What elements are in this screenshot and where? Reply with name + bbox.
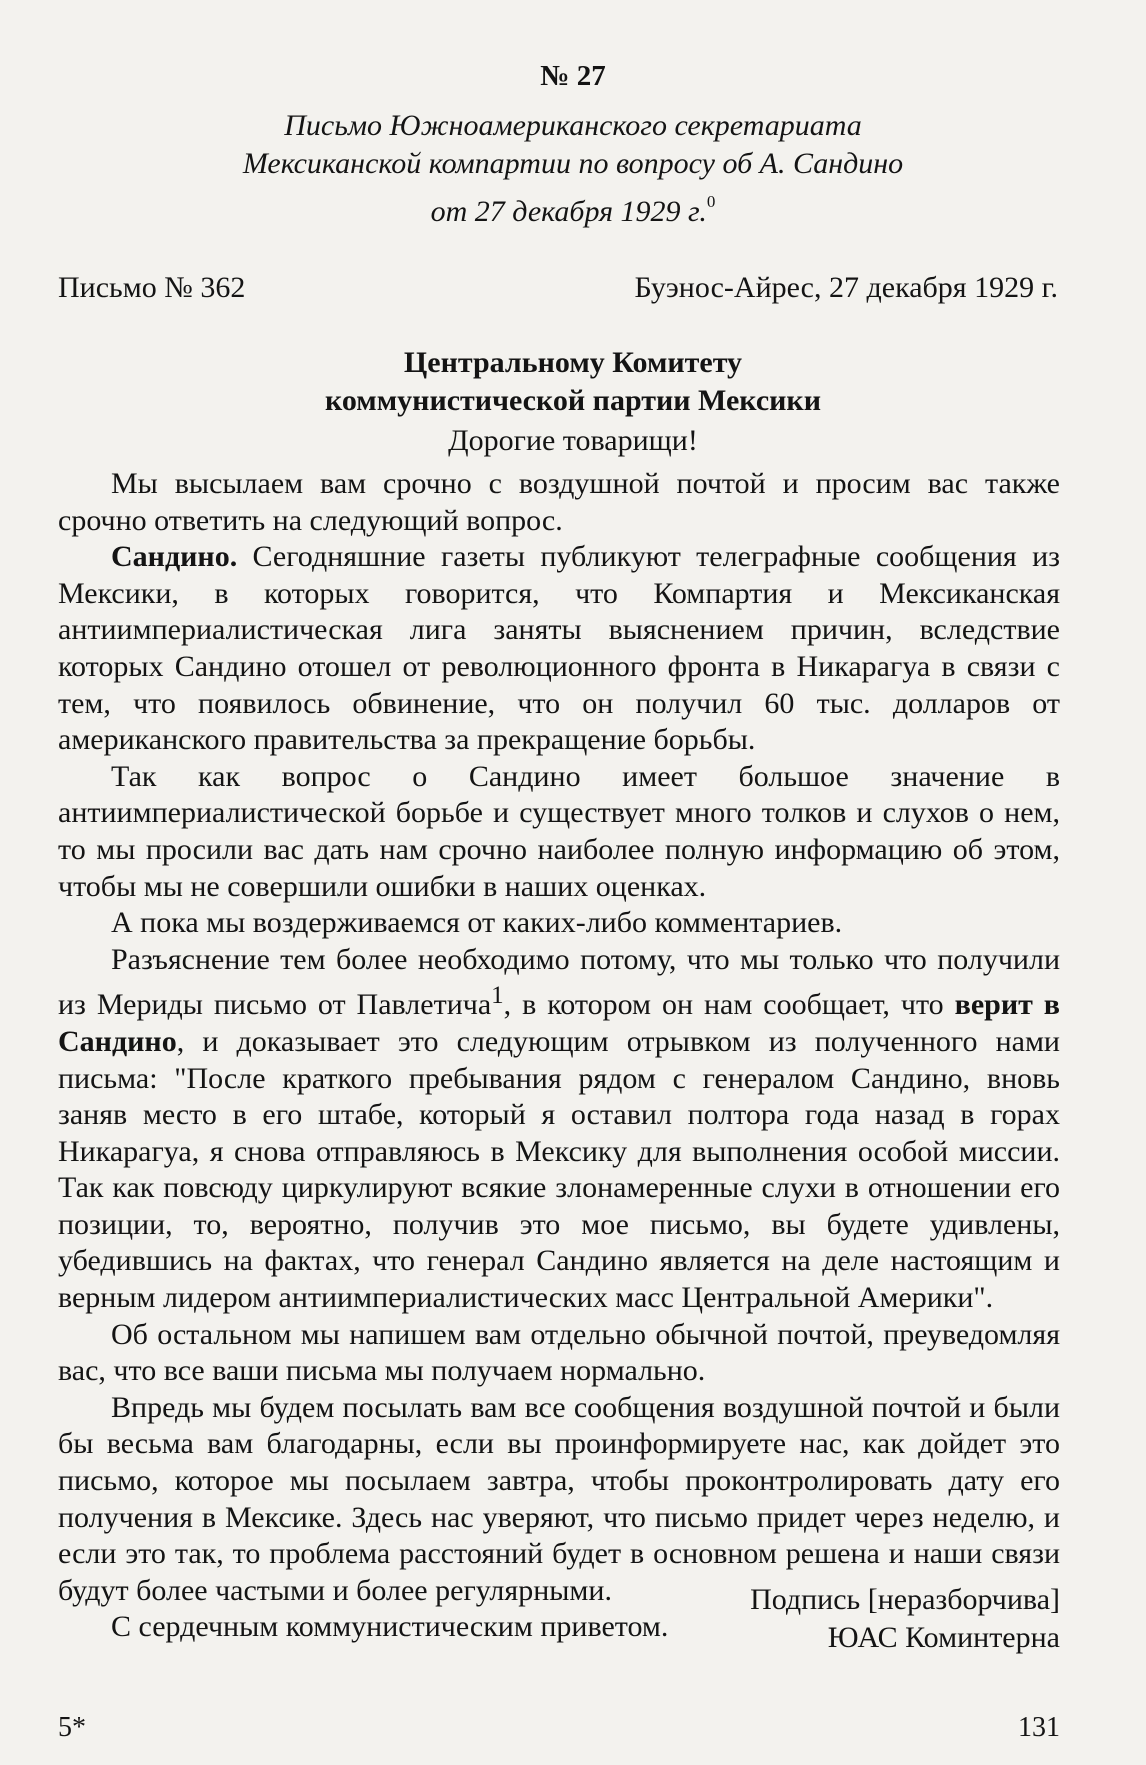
letter-body	[58, 466, 1060, 1646]
bold-phrase: верит в Сандино	[58, 988, 1060, 1058]
title-line-2: Мексиканской компартии по вопросу об А. Сандино	[242, 147, 904, 180]
paragraph: А пока мы воздерживаемся от каких-либо комментариев.	[111, 906, 843, 940]
footnote-mark: 1	[491, 982, 504, 1010]
paragraph: Мы высылаем вам срочно с воздушной почтой и просим вас также срочно ответить на следующий вопрос.	[58, 467, 1060, 537]
greeting: Дорогие товарищи!	[448, 424, 698, 457]
signature-org: ЮАС Коминтерна	[827, 1621, 1060, 1654]
addressee-line-1: Центральному Комитету	[403, 346, 743, 379]
paragraph-text: , и доказывает это следующим отрывком из полученного нами письма: "После краткого пребывания рядом с генералом Сандино, вновь заняв место в его штабе, который я оставил полтора года назад в горах Никарагуа, я снова отправляюсь в Мексику для выполнения особой миссии. Так как повсюду циркулируют всякие злонамеренные слухи в отношении его позиции, то, вероятно, получив это мое письмо, вы будете удивлены, убедившись на фактах, что генерал Сандино является на деле настоящим и верным лидером антиимпериалистических масс Центральной Америки".	[58, 1024, 1060, 1315]
paragraph: Так как вопрос о Сандино имеет большое значение в антиимпериалистической борьбе и существует много толков и слухов о нем, то мы просили вас дать нам срочно наиболее полную информацию об этом, чтобы мы не совершили ошибки в наших оценках.	[58, 759, 1060, 903]
paragraph	[58, 539, 1060, 759]
letter-number: Письмо № 362	[58, 271, 246, 304]
letter-meta	[58, 271, 1058, 305]
bold-lead: Сандино.	[111, 540, 238, 574]
paragraph: Впредь мы будем посылать вам все сообщения воздушной почтой и были бы весьма вам благодарны, если вы проинформируете нас, как дойдет это письмо, которое мы посылаем завтра, чтобы проконтролировать дату его получения в Мексике. Здесь нас уверяют, что письмо придет через неделю, и если это так, то проблема расстояний будет в основном решена и наши связи будут более частыми и более регулярными.	[58, 1390, 1060, 1607]
title-footnote-mark: 0	[706, 192, 716, 211]
document-number: № 27	[540, 60, 606, 92]
paragraph: С сердечным коммунистическим приветом.	[111, 1610, 669, 1644]
page-number: 131	[1018, 1712, 1060, 1743]
signature-mark: 5*	[58, 1712, 86, 1743]
title-date: от 27 декабря 1929 г.	[430, 195, 707, 228]
place-date: Буэнос-Айрес, 27 декабря 1929 г.	[634, 271, 1058, 304]
paragraph-text: Сегодняшние газеты публикуют телеграфные сообщения из Мексики, в которых говорится, что Компартия и Мексиканская антиимпериалистическая лига заняты выяснением причин, вследствие которых Сандино отошел от революционного фронта в Никарагуа в связи с тем, что появилось обвинение, что он получил 60 тыс. долларов от американского правительства за прекращение борьбы.	[58, 540, 1060, 757]
paragraph-text: Разъяснение тем более необходимо потому, что мы только что получили из Мериды письмо от Павлетича	[58, 942, 1060, 1022]
signature-line: Подпись [неразборчива]	[750, 1583, 1060, 1616]
paragraph	[58, 942, 1060, 1317]
addressee-line-2: коммунистической партии Мексики	[324, 384, 821, 417]
title-line-1: Письмо Южноамериканского секретариата	[284, 109, 862, 142]
paragraph: Об остальном мы напишем вам отдельно обычной почтой, преуведомляя вас, что все ваши письма мы получаем нормально.	[58, 1317, 1060, 1388]
paragraph-text: , в котором он нам сообщает, что	[503, 988, 955, 1022]
title-line-3	[0, 183, 1146, 231]
